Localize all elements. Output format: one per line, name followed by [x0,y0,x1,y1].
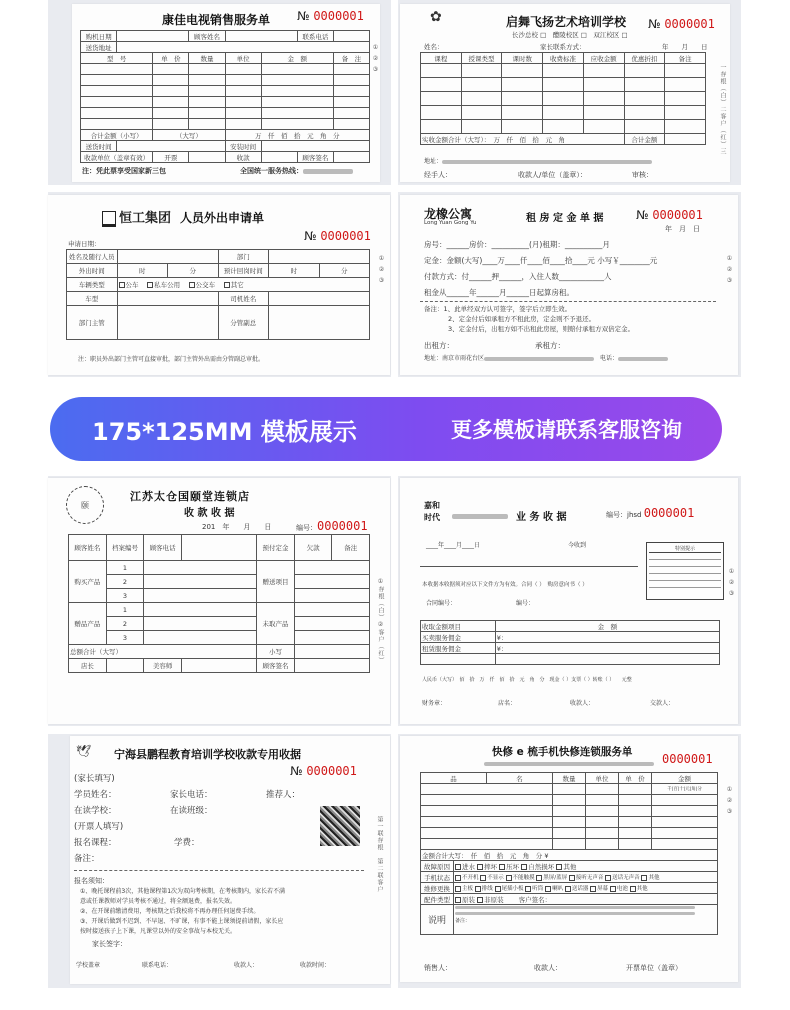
checkbox[interactable] [477,864,483,870]
option: 送话器 [571,886,589,892]
form-qiwu [400,4,730,182]
address [424,156,652,165]
class: 在读班级： [170,806,213,816]
minute: 分 [319,264,370,278]
receive-label: 今收到 [568,542,587,549]
col-header: 金 额 [261,53,333,64]
label: 收款 [225,152,261,163]
checkbox[interactable] [455,875,461,881]
checkbox[interactable] [480,875,486,881]
col-header: 金 额 [495,621,719,632]
payee: 收款人： [234,962,259,969]
hotline-label: 全国统一服务热线： [240,167,303,175]
col-header: 收取金额项目 [421,621,496,632]
side-text: ① ② ③ [726,255,733,285]
label: 送货地址 [81,42,117,53]
checkbox[interactable] [545,886,551,892]
option: 尾插小板 [501,886,524,892]
notes-title: 报名须知： [74,877,109,885]
no-prefix: № [304,229,317,243]
deliver-label: 送货时间 [81,141,117,152]
parent-sign: 家长签字： [92,940,127,948]
line-deposit: 定金：金额(大写)____万____仟____佰____拾____元 小写￥________元 [424,256,658,265]
option: 其他 [648,875,660,881]
col-header: 优惠折扣 [624,53,665,64]
part-options [454,894,718,905]
option: 摔坏 [484,862,498,871]
option: 公车 [125,281,139,289]
yen: ¥： [495,632,719,643]
pay-time: 收款时间： [300,962,331,969]
option: 非原装 [484,895,504,904]
fee-item: 租赁服务佣金 [421,643,496,654]
line-room: 房号：______房价：__________(月)租期：__________月 [424,240,610,249]
label: 顾客签名 [257,659,295,673]
option: 不开机 [462,875,479,881]
underline [420,566,638,567]
label: 预计回岗时间 [218,264,269,278]
option: 送话无声音 [612,875,640,881]
checkbox[interactable] [147,282,153,288]
line-rent: 租金从______年______月______日起算房租。 [424,288,574,297]
side-text: ① ② ③ [378,255,385,285]
label: 部门 [218,250,269,264]
date: ____年____月____日 [426,542,481,549]
checkbox[interactable] [495,886,501,892]
blurred-text [442,160,652,164]
note-1: ①、晚托课程前3次，其他课程第1次为双向考核期，在考核期内，家长若不满 [80,888,286,895]
digit-headers: 千|百|十|元|角|分 [652,784,718,795]
vehicle-options [117,278,370,292]
serial-number: 0000001 [306,764,357,778]
remark: 备注： [74,854,100,864]
col-header: 单 价 [153,53,189,64]
handler-label: 经手人： [424,171,452,179]
serial-number: 0000001 [662,752,713,766]
payee-label: 收款人/单位（盖章）： [518,171,587,179]
student-name: 学员姓名： [74,790,117,800]
digit: 百 [673,787,678,792]
number-label: 编号： [516,600,535,607]
option: 原装 [462,895,475,904]
banner-right-text: 更多模板请联系客服咨询 [451,418,682,442]
payee-label: 收款人： [570,700,595,707]
total-units: 万 仟 佰 拾 元 角 分 [225,130,370,141]
install-label: 安装时间 [225,141,261,152]
remark-2: 2、定金付后如承租方不租此房，定金则不予退还。 [448,315,596,323]
hour: 时 [269,264,320,278]
rmb-line: 人民币（大写） 佰 拾 万 仟 佰 拾 元 角 分 现金（ ）支票（ ）转账（ ） 元整 [422,677,632,683]
form-title: 快修 e 梳手机快修连锁服务单 [492,746,633,758]
label: 车辆类型 [67,278,118,292]
checkbox[interactable] [119,282,125,288]
brand-a: 嘉和 [424,500,440,510]
seal-logo-icon: 颐 [66,486,104,524]
digit: 十 [679,787,684,792]
course-table [420,52,706,145]
option: 喇叭 [552,886,564,892]
option: 压坏 [506,862,520,871]
row-index: 3 [106,631,144,645]
qr-code-image [320,806,360,846]
col-header: 预付定金 [257,535,295,561]
side-text: ① ② ③ [726,786,733,816]
note-5: 按时接送孩子上下课，凡课堂以外的安全事故与本校无关。 [80,928,237,935]
col-header: 型 号 [81,53,153,64]
col-header: 单位 [586,773,619,784]
form-number [296,519,368,533]
campus-options: 长沙总校 □ 醴陵校区 □ 双江校区 □ [512,31,628,39]
col-header: 应收金额 [583,53,624,64]
hotline [240,166,353,176]
total-row: 金额合计大写： 仟 佰 拾 元 角 分 ¥ [421,850,718,861]
line-payment: 付款方式：付______押______，入住人数____________人 [424,272,612,281]
col-header: 备注 [665,53,706,64]
school: 在读学校： [74,806,117,816]
date: 年 月 日 [665,225,700,233]
total-sum: 合计金额 [624,134,665,145]
checkbox[interactable] [455,886,461,892]
option: 进水 [462,862,475,871]
checkbox[interactable] [475,886,481,892]
col-header: 课时数 [502,53,543,64]
form-number [648,17,715,31]
checkbox[interactable] [536,875,542,881]
group-label: 购买产品 [69,561,107,603]
col-header: 备 注 [333,53,369,64]
option: 黑屏/蓝屏 [543,875,568,881]
serial-number: 0000001 [313,9,364,23]
payee-label: 收款人： [534,964,562,972]
form-number [636,208,703,222]
serial-number: 0000001 [320,229,371,243]
row-label: 维修更换 [421,883,454,894]
col-header: 数量 [189,53,225,64]
status-options [454,872,718,883]
form-title: 宁海县鹏程教育培训学校收款专用收据 [114,748,301,761]
blurred-text [452,514,508,519]
row-index: 2 [106,575,144,589]
label: 车型 [67,292,118,306]
form-kuaixiu [400,736,738,982]
col-header: 品 [421,773,487,784]
side-text: 第一联存根 第二联客户 [376,816,383,893]
row-label: 手机状态 [421,872,454,883]
lessor-label: 出租方： [424,341,454,350]
option: 不显示 [487,875,504,881]
brand-title: 龙橡公寓 [424,207,473,221]
checkbox[interactable] [525,886,531,892]
checkbox[interactable] [499,864,505,870]
brand-sub: Long Yuan Gong Yu [424,220,477,226]
checkbox[interactable] [590,886,596,892]
checkbox[interactable] [641,875,647,881]
parent-fill: (家长填写) [74,774,115,784]
customer-sign-label: 客户签名： [518,895,552,904]
label: 购机日期 [81,31,117,42]
checkbox[interactable] [477,897,483,903]
side-text: ①存根（白）②客户（红） [377,578,384,664]
col-header: 收费标准 [543,53,584,64]
audit-label: 审核： [632,171,653,179]
remark-label: 备注： [455,918,471,924]
checkbox[interactable] [455,897,461,903]
row-label: 故障原因 [421,861,454,872]
fault-options [454,861,718,872]
col-header: 授课类型 [461,53,502,64]
form-title: 人员外出申请单 [180,211,265,225]
fee: 学费： [174,838,200,848]
form-business [400,478,738,724]
label: 开票 [153,152,189,163]
issuer-label: 开票单位（盖章） [626,964,682,972]
option: 不能触摸 [512,875,535,881]
blurred-text [455,912,695,915]
promo-banner [50,397,722,461]
label: 分管副总 [218,306,269,340]
form-number [297,9,364,23]
hour: 时 [117,264,168,278]
label: 美容师 [144,659,182,673]
total-label: 合计金额（小写） [81,130,153,141]
col-header: 单位 [225,53,261,64]
repair-options [454,883,718,894]
side-text: 一存根（白）二客户（红）三 [719,64,726,155]
form-yiguotang [48,478,390,724]
serial-number: 0000001 [317,519,368,533]
label: 顾客姓名 [189,31,225,42]
col-header: 单 价 [619,773,652,784]
form-hengong [48,195,390,375]
option: 接听无声音 [575,875,604,881]
date-label: 年 月 日 [662,43,708,51]
total-label: 总额合计（大写） [69,645,257,659]
col-header: 欠款 [294,535,332,561]
checkbox[interactable] [521,864,527,870]
row-label: 配件类型 [421,894,454,905]
dashed-divider [74,870,364,871]
address [424,353,668,362]
label: 顾客签名 [297,152,333,163]
note-2: 意或任课教师对学员考核不通过，将全额退费，报名失效。 [80,898,237,905]
checkbox[interactable] [506,875,512,881]
row-index: 1 [106,603,144,617]
checkbox[interactable] [556,864,562,870]
col-header: 名 [487,773,553,784]
option: 私车公用 [154,281,181,289]
label: 部门主管 [67,306,118,340]
col-header: 顾客姓名 [69,535,107,561]
leave-table [66,249,370,340]
checkbox[interactable] [224,282,230,288]
blurred-text [484,762,654,766]
notice-line: 本收据本收据须对应以下文件方为有效。合同（ ） 购房意向书（ ） [422,582,588,588]
side-text: ① ② ③ [728,568,735,598]
blurred-text [455,906,695,909]
option: 其他 [563,862,577,871]
finance-label: 财务章： [422,700,447,707]
serial-number: 0000001 [664,17,715,31]
form-sub: 收 款 收 据 [184,508,235,519]
option: 听筒 [532,886,544,892]
no-prefix: № [290,764,303,778]
note-3: ②、在开课前缴清费用，考核期之后我校将不再办理任何退费手续。 [80,908,260,915]
option: 主板 [462,886,474,892]
address-label: 地址： [424,158,443,165]
col-header: 顾客电话 [144,535,182,561]
referrer: 推荐人： [266,790,301,800]
digit: 千 [667,787,672,792]
seller-label: 销售人： [424,964,452,972]
special-notice-box [646,542,724,600]
checkbox[interactable] [630,886,636,892]
remark-3: 3、定金付后，出租方如不出租此房屋，则赔付承租方双倍定金。 [448,325,635,333]
kangjia-table [80,30,370,163]
note: 注：凭此票享受国家新三包 [82,167,166,175]
blurred-text [484,357,594,361]
label: 联系电话 [297,31,333,42]
label: 司机姓名 [218,292,269,306]
checkbox[interactable] [569,875,575,881]
form-number [304,229,371,243]
dashed-divider [420,301,716,302]
label: 外出时间 [67,264,118,278]
col-header: 备注 [332,535,370,561]
small-label: 小写 [257,645,295,659]
form-longxiang [400,195,738,375]
logo-text: 恒工集团 [119,211,172,226]
group-label: 赠品产品 [69,603,107,645]
payer-label: 交款人： [650,700,675,707]
building-logo-icon [102,211,116,227]
remark-1: 备注：1、此单经双方认可签字，签字后立即生效。 [424,305,572,313]
side-text: ① ② ③ [372,44,379,74]
no-prefix: № [297,9,310,23]
row-label: 说明 [421,905,454,935]
form-title: 江苏太仓国颐堂连锁店 [130,490,250,503]
digit: 元 [685,787,690,792]
serial-number: 0000001 [643,506,695,520]
blurred-text [303,169,353,174]
total-row: 实收金额合计（大写）： 万 仟 佰 拾 元 角 [421,134,625,145]
form-number [290,764,357,778]
parent-phone: 家长电话： [170,790,213,800]
digit: 分 [697,787,702,792]
group-label: 赠送项目 [257,561,295,603]
blurred-text [618,357,668,361]
bird-logo-icon: 🕊 [76,744,92,758]
minute: 分 [168,264,219,278]
form-title: 租 房 定 金 单 据 [526,213,604,224]
fee-table [420,620,720,665]
checkbox[interactable] [610,886,616,892]
course: 报名课程： [74,838,117,848]
brand-b: 时代 [424,512,440,522]
phone-label: 电话： [600,355,619,362]
option: 公交车 [195,281,216,289]
option: 排线 [481,886,493,892]
label: 店长 [69,659,107,673]
dance-logo-icon: ✿ [430,9,442,25]
no-prefix: № [636,208,649,222]
no-prefix: № [648,17,661,31]
option: 自然损坏 [528,862,555,871]
row-index: 3 [106,589,144,603]
banner-left-text: 175*125MM 模板展示 [92,417,357,446]
serial-number: 0000001 [652,208,703,222]
row-index: 1 [106,561,144,575]
form-pengcheng [70,736,390,984]
form-title: 业 务 收 据 [516,512,567,523]
label: 姓名及随行人员 [67,250,118,264]
checkbox[interactable] [605,875,611,881]
row-index: 2 [106,617,144,631]
address-label: 地址：南京市雨花台区 [424,355,485,362]
col-header: 档案编号 [106,535,144,561]
option: 屏幕 [597,886,609,892]
form-number [606,506,694,520]
form-title: 康佳电视销售服务单 [162,13,271,27]
yen: ¥： [495,643,719,654]
label: 收款单位（盖章有效） [81,152,153,163]
item-table [420,772,718,935]
form-title: 启舞飞扬艺术培训学校 [506,15,627,29]
name-label: 姓名： [424,43,444,51]
digit: 角 [691,787,696,792]
fee-item: 买卖服务佣金 [421,632,496,643]
contact-label: 家长联系方式： [540,43,586,51]
lessee-label: 承租方： [535,341,565,350]
total-upper: （大写） [153,130,225,141]
hengong-logo [102,207,171,227]
no-prefix: 编号：jhsd [606,511,642,519]
form-kangjia [72,4,380,182]
checkbox[interactable] [565,886,571,892]
note: 注：职员外出部门主管可直接审批，部门主管外出需由分管副总审批。 [78,356,265,363]
col-header: 金额 [652,773,718,784]
special-notice-title: 特别提示 [649,545,721,553]
receipt-table [68,534,370,673]
contact-phone: 联系电话： [142,962,173,969]
note-4: ③、开课后做到不迟到、不早退、不旷课，有事不能上课须提前请假，家长应 [80,918,284,925]
explanation [454,905,718,935]
col-header: 数量 [553,773,586,784]
col-header: 课程 [421,53,462,64]
option: 其它 [230,281,244,289]
option: 其他 [636,886,648,892]
school-seal: 学校盖章 [76,962,101,969]
checkbox[interactable] [455,864,461,870]
no-prefix: 编号： [296,524,317,532]
option: 电池 [616,886,628,892]
checkbox[interactable] [189,282,195,288]
date: 201 年 月 日 [202,523,272,531]
shop-label: 店名： [498,700,517,707]
staff-fill: (开票人填写) [74,822,124,832]
group-label: 未取产品 [257,603,295,645]
contract-label: 合同编号： [426,600,457,607]
apply-date: 申请日期： [68,240,101,248]
